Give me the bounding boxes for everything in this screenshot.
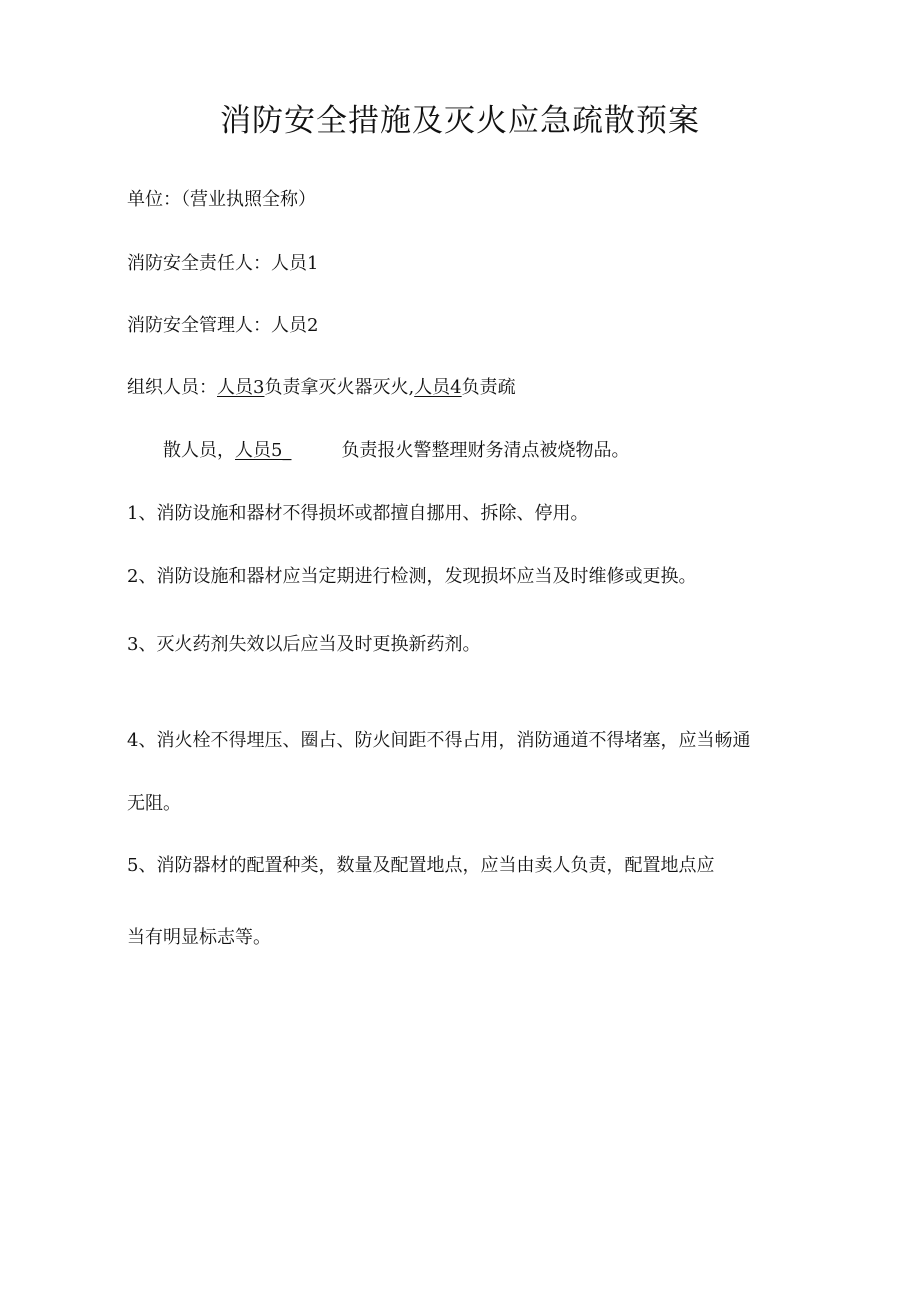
person-4-name: 人员4	[414, 377, 462, 398]
unit-line: 单位：（营业执照全称）	[127, 189, 316, 210]
fire-safety-responsible-line: 消防安全责任人：人员1	[127, 253, 319, 274]
organizer-line-2	[163, 439, 629, 463]
rule-5-line-1: 5、消防器材的配置种类，数量及配置地点，应当由卖人负责，配置地点应	[127, 855, 715, 876]
organizer-label: 组织人员：	[127, 377, 217, 398]
person-4-duty-part1: 负责疏	[461, 377, 516, 398]
rule-1: 1、消防设施和器材不得损坏或都擅自挪用、拆除、停用。	[127, 503, 589, 524]
fire-safety-manager-line: 消防安全管理人：人员2	[127, 315, 319, 336]
rule-4-line-1: 4、消火栓不得埋压、圈占、防火间距不得占用，消防通道不得堵塞，应当畅通	[127, 730, 751, 751]
rule-3: 3、灭火药剂失效以后应当及时更换新药剂。	[127, 634, 481, 655]
organizer-line-1	[127, 376, 516, 400]
rule-5-line-2: 当有明显标志等。	[127, 927, 271, 948]
person-4-duty-part2: 散人员，	[163, 440, 235, 461]
person-5-name: 人员5_	[235, 440, 292, 461]
person-3-duty: 负责拿灭火器灭火,	[264, 377, 415, 398]
rule-2: 2、消防设施和器材应当定期进行检测，发现损坏应当及时维修或更换。	[127, 566, 697, 587]
rule-4-line-2: 无阻。	[127, 793, 181, 814]
person-5-duty: 负责报火警整理财务清点被烧物品。	[341, 440, 630, 461]
person-3-name: 人员3	[217, 377, 265, 398]
page-title: 消防安全措施及灭火应急疏散预案	[220, 103, 700, 139]
